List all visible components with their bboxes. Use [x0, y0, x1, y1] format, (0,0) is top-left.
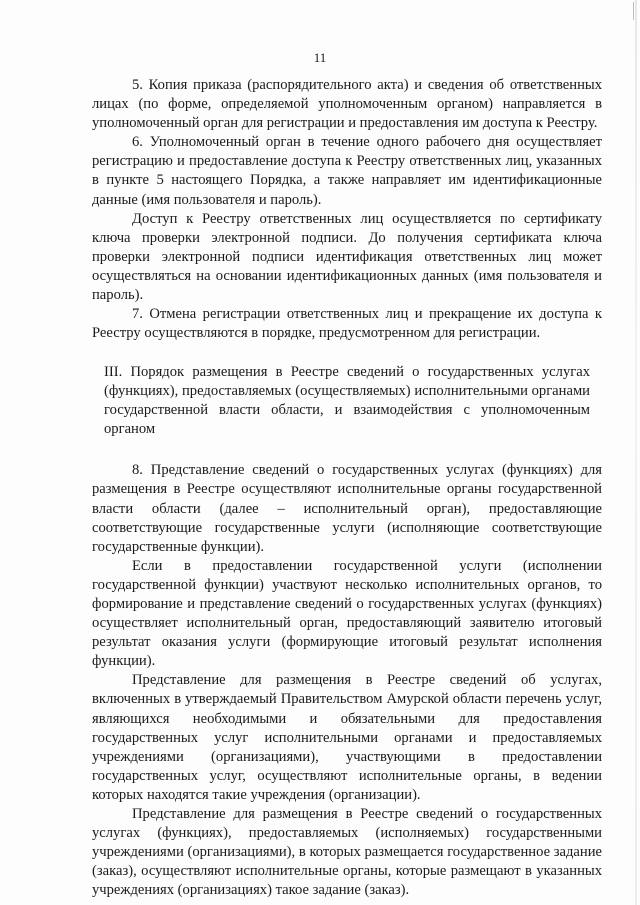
scan-mark: [627, 2, 634, 20]
page-number: 11: [313, 50, 327, 65]
paragraph: Представление для размещения в Реестре сведений о государственных услугах (функциях), предоставляемых (исполняемых) государственными учреждениями (организациями), в которых размещается государственное задание (заказ), осуществляют исполнительные органы, которые размещают в указанных учреждениях (организациях) такое задание (заказ).: [92, 806, 602, 899]
document-body: [92, 76, 602, 900]
paragraph: Представление для размещения в Реестре сведений об услугах, включенных в утверждаемый Правительством Амурской области перечень услуг, являющихся необходимыми и обязательными для предоставления государственных услуг исполнительными органами и предоставляемых учреждениями (организациями), участвующими в предоставлении государственных услуг, осуществляют исполнительные органы, в ведении которых находятся такие учреждения (организации).: [92, 672, 602, 803]
paragraph: 8. Представление сведений о государственных услугах (функциях) для размещения в Реестре осуществляют исполнительные органы государственной власти области (далее – исполнительный орган), предоставляющие соответствующие государственные услуги (исполняющие соответствующие государственные функции).: [92, 462, 602, 555]
scan-edge: [635, 0, 637, 905]
paragraph: 6. Уполномоченный орган в течение одного рабочего дня осуществляет регистрацию и предоставление доступа к Реестру ответственных лиц, указанных в пункте 5 настоящего Порядка, а также направляет им идентификационные данные (имя пользователя и пароль).: [92, 134, 602, 208]
paragraph: Если в предоставлении государственной услуги (исполнении государственной функции) участвуют несколько исполнительных органов, то формирование и представление сведений о государственных услугах (функциях) осуществляет исполнительный орган, предоставляющий заявителю итоговый результат оказания услуги (формирующие итоговый результат исполнения функции).: [92, 557, 602, 670]
paragraph: 7. Отмена регистрации ответственных лиц и прекращение их доступа к Реестру осуществляются в порядке, предусмотренном для регистрации.: [92, 306, 602, 342]
section-heading: III. Порядок размещения в Реестре сведений о государственных услугах (функциях), предоставляемых (осуществляемых) исполнительными органами государственной власти области, и взаимодействия с уполномоченным органом: [104, 364, 590, 438]
paragraph: Доступ к Реестру ответственных лиц осуществляется по сертификату ключа проверки электронной подписи. До получения сертификата ключа проверки электронной подписи идентификация ответственных лиц может осуществляться на основании идентификационных данных (имя пользователя и пароль).: [92, 210, 602, 304]
paragraph: 5. Копия приказа (распорядительного акта) и сведения об ответственных лицах (по форме, определяемой уполномоченным органом) направляется в уполномоченный орган для регистрации и предоставления им доступа к Реестру.: [92, 77, 602, 132]
